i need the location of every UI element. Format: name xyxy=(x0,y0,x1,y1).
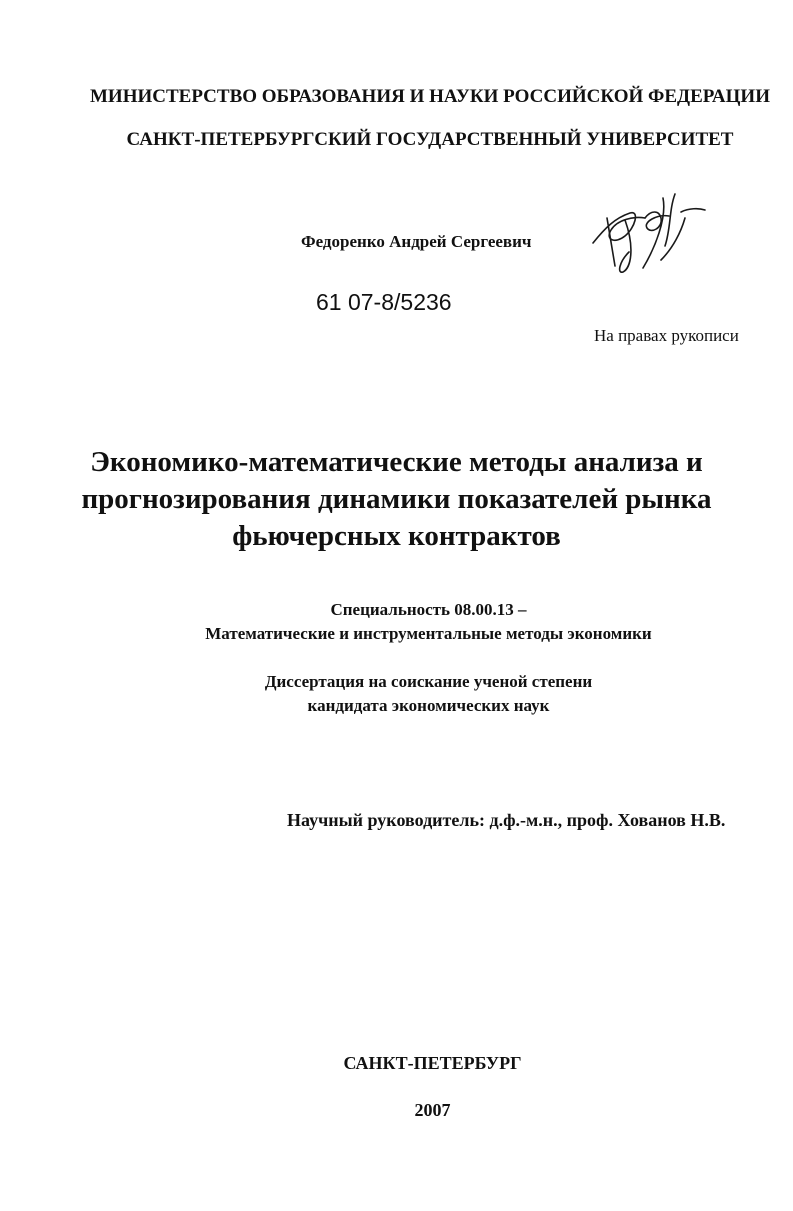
scientific-advisor: Научный руководитель: д.ф.-м.н., проф. Хованов Н.В. xyxy=(287,810,726,830)
ministry-heading: МИНИСТЕРСТВО ОБРАЗОВАНИЯ И НАУКИ РОССИЙСКОЙ ФЕДЕРАЦИИ xyxy=(90,86,770,107)
university-heading: САНКТ-ПЕТЕРБУРГСКИЙ ГОСУДАРСТВЕННЫЙ УНИВЕРСИТЕТ xyxy=(126,129,734,150)
specialty-name: Математические и инструментальные методы экономики xyxy=(205,624,652,643)
catalog-code: 61 07-8/5236 xyxy=(316,289,452,315)
city: САНКТ-ПЕТЕРБУРГ xyxy=(343,1053,522,1073)
degree-line-1: Диссертация на соискание ученой степени xyxy=(264,672,593,691)
dissertation-title: Экономико-математические методы анализа и прогнозирования динамики показателей рынка фьючерсных контрактов xyxy=(81,446,712,552)
signature-icon xyxy=(585,188,710,288)
author-name: Федоренко Андрей Сергеевич xyxy=(301,232,532,251)
specialty-code: Специальность 08.00.13 – xyxy=(330,600,527,619)
degree-line-2: кандидата экономических наук xyxy=(307,696,550,715)
year: 2007 xyxy=(414,1100,451,1120)
rights-note: На правах рукописи xyxy=(594,326,739,345)
